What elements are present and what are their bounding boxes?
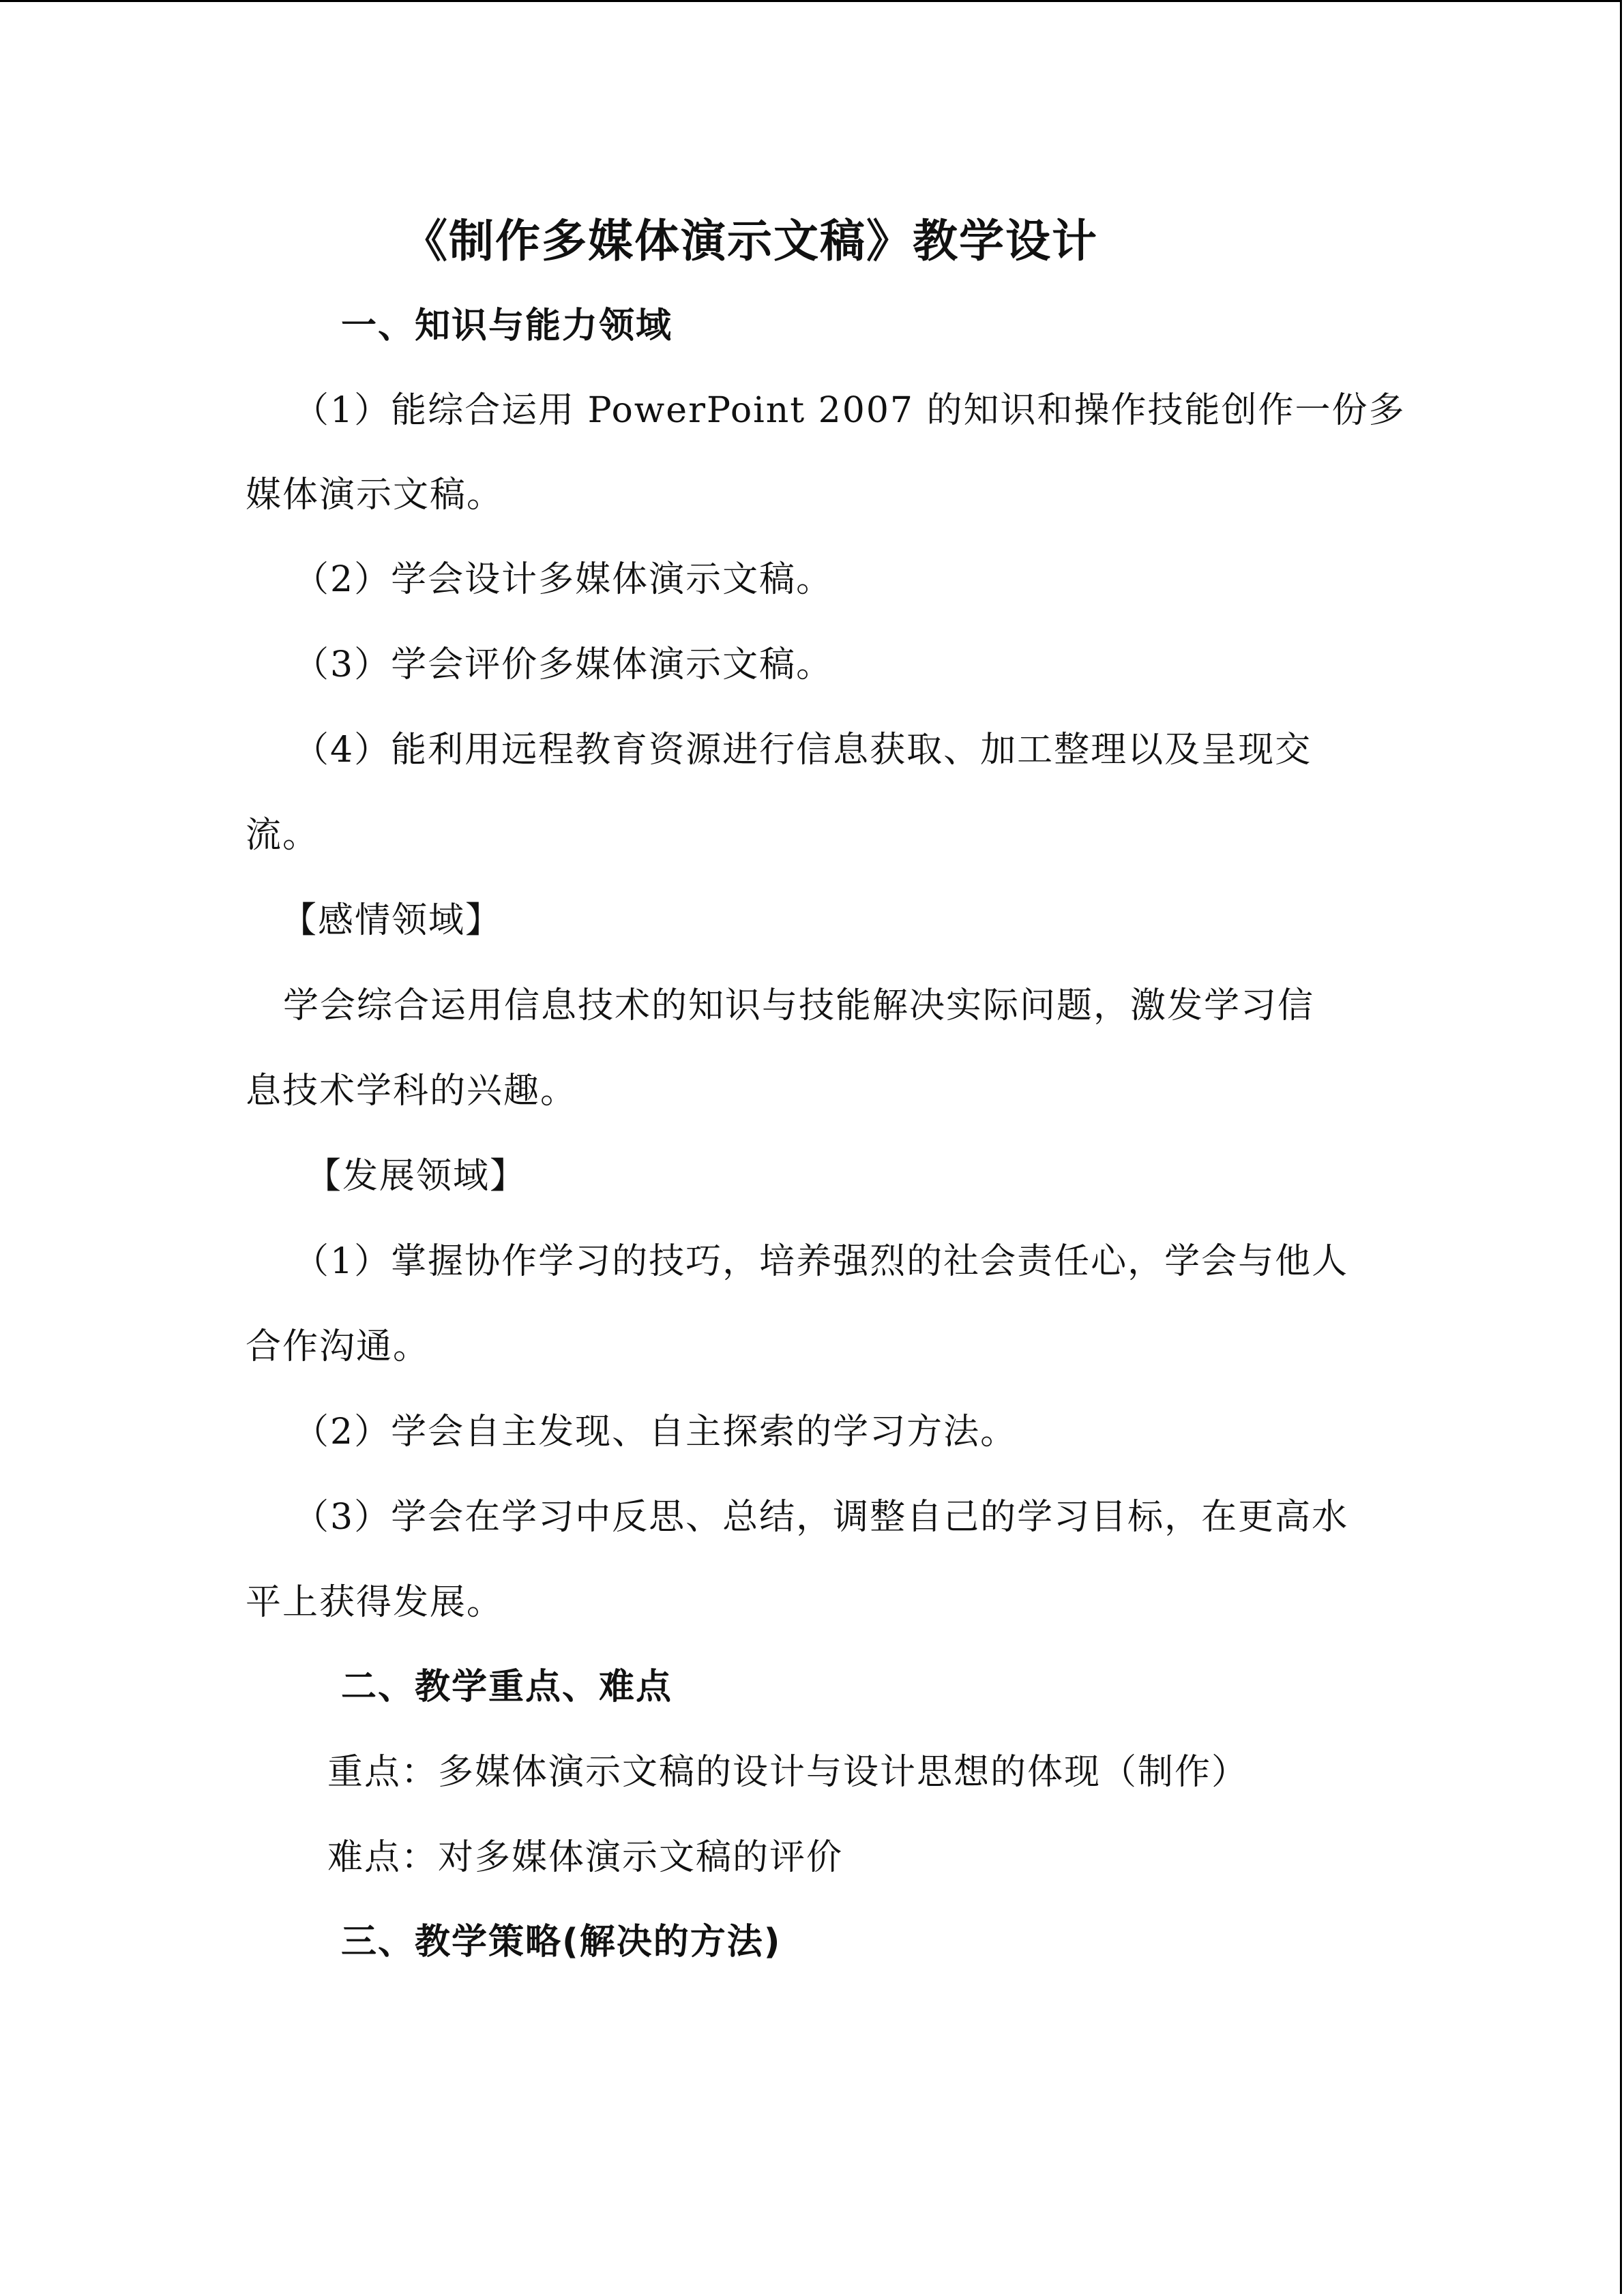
development-item-3-line1: （3）学会在学习中反思、总结，调整自己的学习目标，在更高水	[293, 1497, 1349, 1538]
section-heading-strategy: 三、教学策略(解决的方法)	[341, 1922, 782, 1963]
knowledge-item-2: （2）学会设计多媒体演示文稿。	[293, 559, 833, 600]
emotion-heading: 【感情领域】	[281, 900, 503, 941]
difficulty-text: 难点：对多媒体演示文稿的评价	[327, 1837, 844, 1878]
knowledge-item-4-line1: （4）能利用远程教育资源进行信息获取、加工整理以及呈现交	[293, 730, 1312, 771]
development-item-3-line2: 平上获得发展。	[246, 1582, 504, 1623]
emotion-text-line1: 学会综合运用信息技术的知识与技能解决实际问题，激发学习信	[283, 985, 1315, 1026]
emotion-text-line2: 息技术学科的兴趣。	[246, 1071, 578, 1112]
document-title: 《制作多媒体演示文稿》教学设计	[402, 215, 1098, 267]
key-point-text: 重点：多媒体演示文稿的设计与设计思想的体现（制作）	[327, 1752, 1249, 1793]
knowledge-item-3: （3）学会评价多媒体演示文稿。	[293, 644, 833, 685]
section-heading-key-points: 二、教学重点、难点	[341, 1667, 673, 1708]
development-heading: 【发展领域】	[306, 1156, 527, 1197]
knowledge-item-1-line2: 媒体演示文稿。	[246, 475, 504, 516]
knowledge-item-4-line2: 流。	[246, 815, 320, 856]
section-heading-knowledge: 一、知识与能力领域	[341, 305, 673, 346]
development-item-1-line2: 合作沟通。	[246, 1326, 430, 1367]
development-item-2: （2）学会自主发现、自主探索的学习方法。	[293, 1412, 1018, 1452]
knowledge-item-1-line1: （1）能综合运用 PowerPoint 2007 的知识和操作技能创作一份多	[293, 390, 1406, 431]
development-item-1-line1: （1）掌握协作学习的技巧，培养强烈的社会责任心，学会与他人	[293, 1241, 1349, 1282]
